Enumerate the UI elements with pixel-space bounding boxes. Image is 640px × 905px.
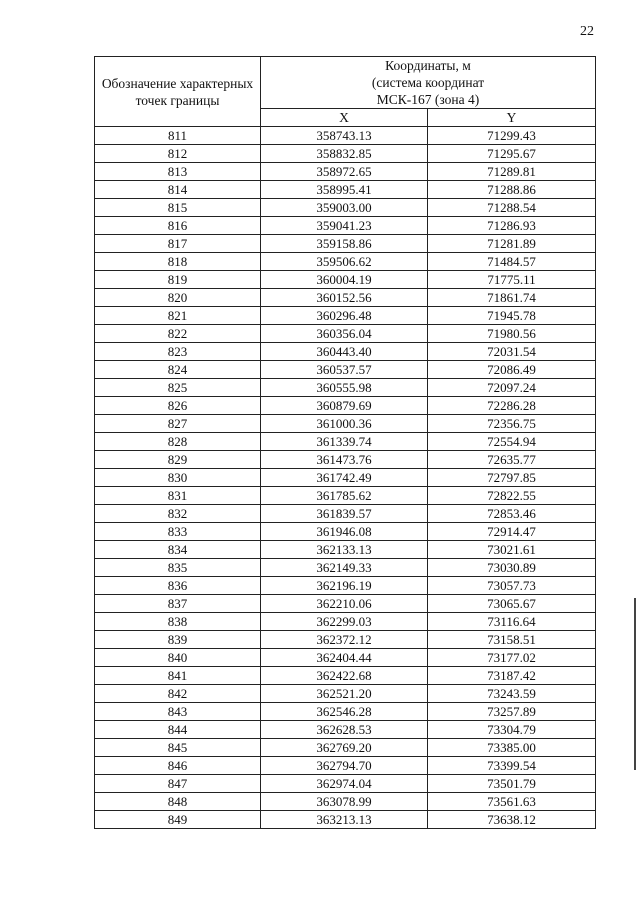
table-row xyxy=(95,487,596,505)
table-row xyxy=(95,361,596,379)
point-id-cell: 819 xyxy=(95,271,261,289)
x-coordinate-cell: 359506.62 xyxy=(261,253,428,271)
table-row xyxy=(95,595,596,613)
x-coordinate-cell: 360443.40 xyxy=(261,343,428,361)
point-id-cell: 842 xyxy=(95,685,261,703)
x-coordinate-cell: 362794.70 xyxy=(261,757,428,775)
point-id-cell: 823 xyxy=(95,343,261,361)
y-coordinate-cell: 73257.89 xyxy=(428,703,596,721)
point-id-cell: 843 xyxy=(95,703,261,721)
point-id-cell: 818 xyxy=(95,253,261,271)
y-coordinate-cell: 72853.46 xyxy=(428,505,596,523)
y-coordinate-cell: 71484.57 xyxy=(428,253,596,271)
table-row xyxy=(95,415,596,433)
coordinates-label-line3: МСК-167 (зона 4) xyxy=(376,92,480,107)
x-coordinate-cell: 362628.53 xyxy=(261,721,428,739)
table-row xyxy=(95,163,596,181)
x-coordinate-cell: 362210.06 xyxy=(261,595,428,613)
table-row xyxy=(95,145,596,163)
y-coordinate-cell: 73116.64 xyxy=(428,613,596,631)
scan-edge-mark xyxy=(634,598,636,770)
point-designation-label: Обозначение характерных точек границы xyxy=(101,75,254,108)
table-row xyxy=(95,253,596,271)
table-row xyxy=(95,397,596,415)
x-coordinate-cell: 361339.74 xyxy=(261,433,428,451)
table-row xyxy=(95,217,596,235)
point-id-cell: 820 xyxy=(95,289,261,307)
table-row xyxy=(95,289,596,307)
y-coordinate-cell: 72031.54 xyxy=(428,343,596,361)
x-coordinate-cell: 360296.48 xyxy=(261,307,428,325)
point-id-cell: 815 xyxy=(95,199,261,217)
x-column-header: X xyxy=(261,109,428,127)
x-coordinate-cell: 362404.44 xyxy=(261,649,428,667)
point-id-cell: 822 xyxy=(95,325,261,343)
point-id-cell: 825 xyxy=(95,379,261,397)
x-coordinate-cell: 358832.85 xyxy=(261,145,428,163)
y-coordinate-cell: 73030.89 xyxy=(428,559,596,577)
table-row xyxy=(95,505,596,523)
y-coordinate-cell: 72635.77 xyxy=(428,451,596,469)
point-id-cell: 830 xyxy=(95,469,261,487)
x-coordinate-cell: 362974.04 xyxy=(261,775,428,793)
y-coordinate-cell: 71861.74 xyxy=(428,289,596,307)
x-coordinate-cell: 360152.56 xyxy=(261,289,428,307)
table-row xyxy=(95,541,596,559)
y-coordinate-cell: 73065.67 xyxy=(428,595,596,613)
point-id-cell: 817 xyxy=(95,235,261,253)
y-coordinate-cell: 72797.85 xyxy=(428,469,596,487)
y-coordinate-cell: 72286.28 xyxy=(428,397,596,415)
coordinates-header xyxy=(261,57,596,109)
x-coordinate-cell: 361742.49 xyxy=(261,469,428,487)
table-row xyxy=(95,325,596,343)
point-id-cell: 813 xyxy=(95,163,261,181)
point-id-cell: 848 xyxy=(95,793,261,811)
x-coordinate-cell: 361946.08 xyxy=(261,523,428,541)
y-coordinate-cell: 71299.43 xyxy=(428,127,596,145)
y-coordinate-cell: 71288.86 xyxy=(428,181,596,199)
x-coordinate-cell: 361785.62 xyxy=(261,487,428,505)
x-coordinate-cell: 358995.41 xyxy=(261,181,428,199)
x-coordinate-cell: 362546.28 xyxy=(261,703,428,721)
table-row xyxy=(95,739,596,757)
y-coordinate-cell: 71945.78 xyxy=(428,307,596,325)
table-row xyxy=(95,577,596,595)
point-id-cell: 844 xyxy=(95,721,261,739)
table-row xyxy=(95,685,596,703)
page-number: 22 xyxy=(580,24,594,39)
y-coordinate-cell: 71288.54 xyxy=(428,199,596,217)
table-body xyxy=(95,127,596,829)
y-coordinate-cell: 71286.93 xyxy=(428,217,596,235)
point-id-cell: 826 xyxy=(95,397,261,415)
table-row xyxy=(95,613,596,631)
point-id-cell: 828 xyxy=(95,433,261,451)
point-id-cell: 846 xyxy=(95,757,261,775)
table-row xyxy=(95,469,596,487)
table-row xyxy=(95,181,596,199)
point-id-cell: 827 xyxy=(95,415,261,433)
y-coordinate-cell: 72356.75 xyxy=(428,415,596,433)
y-coordinate-cell: 73187.42 xyxy=(428,667,596,685)
x-coordinate-cell: 360555.98 xyxy=(261,379,428,397)
x-coordinate-cell: 362422.68 xyxy=(261,667,428,685)
x-coordinate-cell: 360356.04 xyxy=(261,325,428,343)
x-coordinate-cell: 361839.57 xyxy=(261,505,428,523)
y-coordinate-cell: 73243.59 xyxy=(428,685,596,703)
x-coordinate-cell: 361473.76 xyxy=(261,451,428,469)
x-coordinate-cell: 362299.03 xyxy=(261,613,428,631)
x-coordinate-cell: 363213.13 xyxy=(261,811,428,829)
y-coordinate-cell: 72822.55 xyxy=(428,487,596,505)
table-row xyxy=(95,271,596,289)
x-coordinate-cell: 360879.69 xyxy=(261,397,428,415)
point-id-cell: 849 xyxy=(95,811,261,829)
y-coordinate-cell: 71775.11 xyxy=(428,271,596,289)
y-coordinate-cell: 73385.00 xyxy=(428,739,596,757)
table-row xyxy=(95,703,596,721)
y-coordinate-cell: 71289.81 xyxy=(428,163,596,181)
table-row xyxy=(95,235,596,253)
x-coordinate-cell: 363078.99 xyxy=(261,793,428,811)
x-coordinate-cell: 359158.86 xyxy=(261,235,428,253)
point-id-cell: 816 xyxy=(95,217,261,235)
point-id-cell: 841 xyxy=(95,667,261,685)
y-coordinate-cell: 71295.67 xyxy=(428,145,596,163)
y-coordinate-cell: 73158.51 xyxy=(428,631,596,649)
y-coordinate-cell: 73057.73 xyxy=(428,577,596,595)
x-coordinate-cell: 362196.19 xyxy=(261,577,428,595)
point-id-cell: 834 xyxy=(95,541,261,559)
table-row xyxy=(95,649,596,667)
x-coordinate-cell: 362521.20 xyxy=(261,685,428,703)
point-id-cell: 829 xyxy=(95,451,261,469)
y-coordinate-cell: 71980.56 xyxy=(428,325,596,343)
point-id-cell: 814 xyxy=(95,181,261,199)
y-coordinate-cell: 73638.12 xyxy=(428,811,596,829)
point-designation-header xyxy=(95,57,261,127)
point-id-cell: 838 xyxy=(95,613,261,631)
table-row xyxy=(95,631,596,649)
y-coordinate-cell: 73561.63 xyxy=(428,793,596,811)
x-coordinate-cell: 359003.00 xyxy=(261,199,428,217)
table-row xyxy=(95,793,596,811)
table-row xyxy=(95,721,596,739)
point-id-cell: 847 xyxy=(95,775,261,793)
point-id-cell: 845 xyxy=(95,739,261,757)
point-id-cell: 821 xyxy=(95,307,261,325)
table-row xyxy=(95,451,596,469)
point-id-cell: 833 xyxy=(95,523,261,541)
y-coordinate-cell: 73304.79 xyxy=(428,721,596,739)
point-id-cell: 811 xyxy=(95,127,261,145)
point-id-cell: 832 xyxy=(95,505,261,523)
table-row xyxy=(95,199,596,217)
y-coordinate-cell: 72097.24 xyxy=(428,379,596,397)
y-column-header: Y xyxy=(428,109,596,127)
table-header xyxy=(95,57,596,127)
table-row xyxy=(95,523,596,541)
x-coordinate-cell: 362372.12 xyxy=(261,631,428,649)
x-coordinate-cell: 359041.23 xyxy=(261,217,428,235)
point-id-cell: 836 xyxy=(95,577,261,595)
y-coordinate-cell: 73021.61 xyxy=(428,541,596,559)
y-coordinate-cell: 72554.94 xyxy=(428,433,596,451)
y-coordinate-cell: 72914.47 xyxy=(428,523,596,541)
table-row xyxy=(95,811,596,829)
y-coordinate-cell: 73501.79 xyxy=(428,775,596,793)
table-row xyxy=(95,343,596,361)
x-coordinate-cell: 362769.20 xyxy=(261,739,428,757)
y-coordinate-cell: 73177.02 xyxy=(428,649,596,667)
table-row xyxy=(95,667,596,685)
x-coordinate-cell: 358743.13 xyxy=(261,127,428,145)
y-coordinate-cell: 73399.54 xyxy=(428,757,596,775)
table-row xyxy=(95,127,596,145)
y-coordinate-cell: 72086.49 xyxy=(428,361,596,379)
table-row xyxy=(95,757,596,775)
table-row xyxy=(95,307,596,325)
table-row xyxy=(95,433,596,451)
point-id-cell: 835 xyxy=(95,559,261,577)
coordinates-label-line1: Координаты, м xyxy=(385,58,471,73)
point-id-cell: 812 xyxy=(95,145,261,163)
x-coordinate-cell: 361000.36 xyxy=(261,415,428,433)
point-id-cell: 831 xyxy=(95,487,261,505)
table-row xyxy=(95,379,596,397)
point-id-cell: 824 xyxy=(95,361,261,379)
y-coordinate-cell: 71281.89 xyxy=(428,235,596,253)
x-coordinate-cell: 362133.13 xyxy=(261,541,428,559)
x-coordinate-cell: 360537.57 xyxy=(261,361,428,379)
table-row xyxy=(95,559,596,577)
point-id-cell: 840 xyxy=(95,649,261,667)
coordinates-table xyxy=(94,56,596,829)
coordinates-label-line2: (система координат xyxy=(371,75,485,90)
x-coordinate-cell: 360004.19 xyxy=(261,271,428,289)
point-id-cell: 839 xyxy=(95,631,261,649)
point-id-cell: 837 xyxy=(95,595,261,613)
x-coordinate-cell: 362149.33 xyxy=(261,559,428,577)
x-coordinate-cell: 358972.65 xyxy=(261,163,428,181)
table-row xyxy=(95,775,596,793)
